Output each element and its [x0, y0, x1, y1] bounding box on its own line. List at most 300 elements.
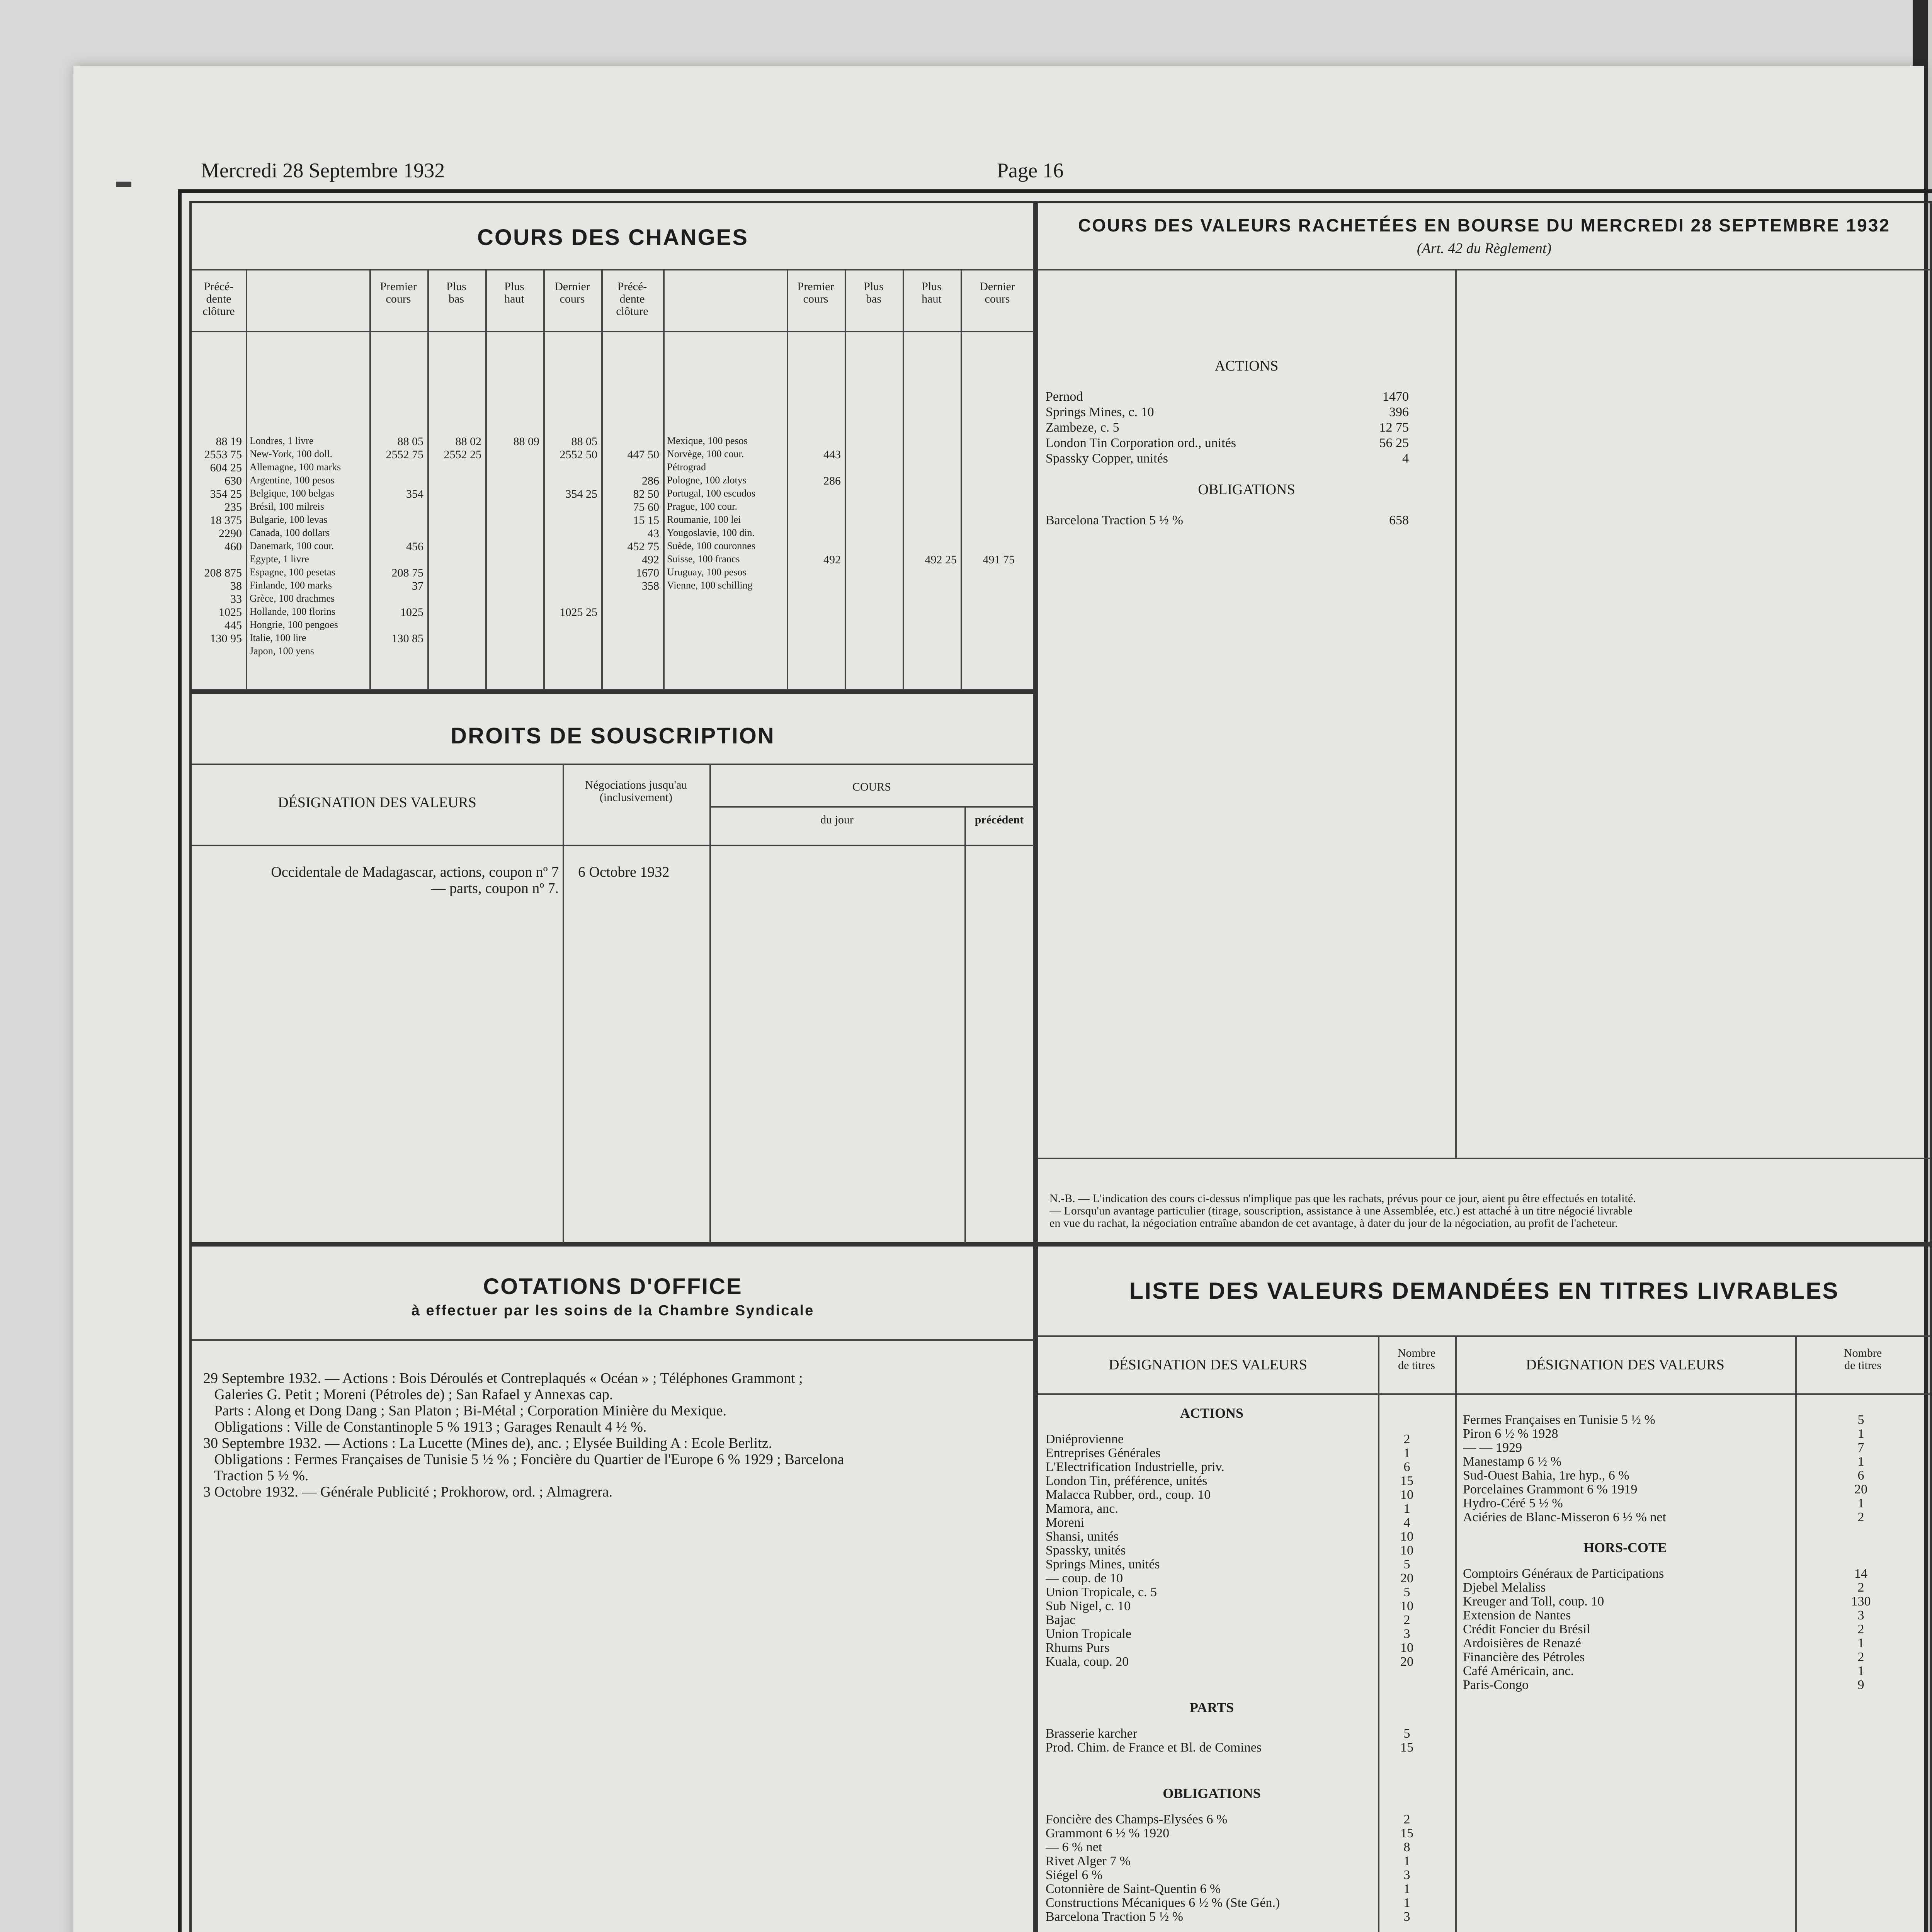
change-prec: 82 50 — [633, 488, 659, 500]
liste-count: 1 — [1857, 1496, 1864, 1510]
change-premier: 492 — [823, 553, 841, 566]
change-prec: 460 — [224, 540, 242, 553]
table-row — [1046, 1446, 1451, 1460]
liste-name: Ardoisières de Renazé — [1463, 1636, 1581, 1650]
table-row — [1463, 1454, 1927, 1468]
page-date: Mercredi 28 Septembre 1932 — [201, 159, 445, 182]
change-dernier: 1025 25 — [560, 606, 597, 619]
change-premier: 443 — [823, 448, 841, 461]
liste-count: 3 — [1403, 1627, 1410, 1641]
liste-count: 15 — [1400, 1826, 1413, 1840]
changes-header-bas: Plus bas — [446, 280, 466, 305]
change-dernier: 491 75 — [983, 553, 1015, 566]
changes-header-haut-2: Plus haut — [922, 280, 942, 305]
table-row — [1046, 1840, 1451, 1854]
table-row — [1046, 1571, 1451, 1585]
liste-count: 2 — [1857, 1622, 1864, 1636]
droits-col-prec: précédent — [975, 813, 1024, 826]
liste-name: Shansi, unités — [1046, 1529, 1119, 1544]
rachetees-obligations-label: OBLIGATIONS — [1198, 481, 1295, 498]
table-row — [1046, 1405, 1451, 1428]
liste-count: 10 — [1400, 1599, 1413, 1613]
change-premier: 354 — [406, 488, 423, 500]
change-prec: 88 19 — [216, 435, 242, 448]
list-item-value: 56 25 — [1379, 436, 1409, 450]
liste-col-designation-2: DÉSIGNATION DES VALEURS — [1526, 1357, 1725, 1373]
liste-count: 5 — [1403, 1557, 1410, 1571]
liste-name: Sub Nigel, c. 10 — [1046, 1599, 1131, 1613]
changes-title: COURS DES CHANGES — [477, 225, 748, 250]
page-number: Page 16 — [997, 159, 1064, 182]
cotations-title: COTATIONS D'OFFICE — [483, 1274, 743, 1299]
liste-count: 10 — [1400, 1543, 1413, 1558]
changes-header-bas-2: Plus bas — [864, 280, 884, 305]
liste-count: 14 — [1854, 1566, 1867, 1581]
table-row — [192, 645, 601, 658]
liste-count: 20 — [1400, 1571, 1413, 1585]
table-row — [1046, 435, 1447, 451]
liste-name: — coup. de 10 — [1046, 1571, 1123, 1585]
change-currency: Allemagne, 100 marks — [250, 461, 341, 473]
liste-name: Entreprises Générales — [1046, 1446, 1161, 1460]
liste-name: Grammont 6 ½ % 1920 — [1046, 1826, 1170, 1840]
change-prec: 445 — [224, 619, 242, 632]
margin-mark — [116, 182, 131, 187]
liste-col-designation: DÉSIGNATION DES VALEURS — [1109, 1357, 1307, 1373]
change-currency: New-York, 100 doll. — [250, 448, 333, 459]
liste-count: 2 — [1857, 1580, 1864, 1595]
change-dernier: 354 25 — [565, 488, 597, 500]
liste-name: Crédit Foncier du Brésil — [1463, 1622, 1590, 1636]
list-item-value: 1470 — [1383, 389, 1409, 404]
table-row — [1046, 1557, 1451, 1571]
rachetees-note: N.-B. — L'indication des cours ci-dessus n'implique pas que les rachats, prévus pour ce jour, aient pu être effectués en totalité. — Lorsqu'un avantage particulier (tirage, souscription, assistance à une Assemblée, etc.) est attaché à un titre négocié livrable en vue du rachat, la négociation entraîne abandon de cet avantage, à dater du jour de la négociation, au profit de l'acheteur. — [1049, 1192, 1636, 1230]
table-row — [192, 527, 601, 540]
table-row — [1046, 1585, 1451, 1599]
liste-name: Mamora, anc. — [1046, 1502, 1118, 1516]
liste-name: Kreuger and Toll, coup. 10 — [1463, 1594, 1604, 1609]
liste-name: Hydro-Céré 5 ½ % — [1463, 1496, 1563, 1510]
liste-col-nombre: Nombre de titres — [1397, 1347, 1436, 1372]
cotations-section — [189, 1244, 1036, 1932]
liste-name: Paris-Congo — [1463, 1678, 1529, 1692]
table-row — [601, 580, 1034, 593]
table-row — [601, 435, 1034, 448]
table-row — [601, 461, 1034, 474]
table-row — [192, 514, 601, 527]
change-prec: 1670 — [636, 566, 659, 579]
change-currency: Danemark, 100 cour. — [250, 540, 334, 551]
liste-name: — — 1929 — [1463, 1440, 1522, 1455]
change-currency: Brésil, 100 milreis — [250, 501, 324, 512]
table-row — [192, 435, 601, 448]
change-currency: Pétrograd — [667, 461, 706, 473]
table-row — [1046, 1896, 1451, 1910]
list-item-name: Pernod — [1046, 389, 1083, 404]
table-row — [1463, 1608, 1927, 1622]
list-item-value: 4 — [1402, 451, 1409, 466]
change-currency: Espagne, 100 pesetas — [250, 566, 335, 578]
liste-count: 5 — [1403, 1585, 1410, 1599]
change-currency: Hongrie, 100 pengoes — [250, 619, 338, 630]
liste-section-label: PARTS — [1189, 1700, 1234, 1715]
liste-count: 4 — [1403, 1515, 1410, 1530]
liste-name: Bajac — [1046, 1613, 1076, 1627]
liste-count: 8 — [1403, 1840, 1410, 1854]
change-prec: 43 — [648, 527, 659, 540]
liste-count: 1 — [1857, 1454, 1864, 1469]
table-row — [1463, 1427, 1927, 1440]
change-prec: 2290 — [219, 527, 242, 540]
liste-title: LISTE DES VALEURS DEMANDÉES EN TITRES LIVRABLES — [1129, 1278, 1839, 1304]
table-row — [601, 488, 1034, 501]
table-row — [1463, 1440, 1927, 1454]
liste-name: Constructions Mécaniques 6 ½ % (Ste Gén.) — [1046, 1896, 1280, 1910]
change-premier: 208 75 — [391, 566, 423, 579]
change-dernier: 88 05 — [571, 435, 597, 448]
table-row — [601, 527, 1034, 540]
liste-hors-cote-label: HORS-COTE — [1583, 1540, 1667, 1555]
change-premier: 130 85 — [391, 632, 423, 645]
table-row — [601, 501, 1034, 514]
table-row — [601, 474, 1034, 488]
changes-header-premier-2: Premier cours — [797, 280, 834, 305]
change-prec: 130 95 — [210, 632, 242, 645]
table-row — [1046, 1474, 1451, 1488]
table-row — [192, 580, 601, 593]
change-prec: 33 — [230, 593, 242, 605]
change-prec: 18 375 — [210, 514, 242, 527]
change-prec: 604 25 — [210, 461, 242, 474]
liste-count: 1 — [1403, 1502, 1410, 1516]
change-premier: 37 — [412, 580, 423, 592]
liste-count: 3 — [1403, 1910, 1410, 1924]
liste-count: 2 — [1857, 1510, 1864, 1524]
liste-name: Fermes Françaises en Tunisie 5 ½ % — [1463, 1413, 1655, 1427]
table-row — [1046, 1726, 1451, 1740]
liste-name: Café Américain, anc. — [1463, 1664, 1574, 1678]
table-row — [1046, 1502, 1451, 1515]
cotations-text: 29 Septembre 1932. — Actions : Bois Déroulés et Contreplaqués « Océan » ; Téléphones Grammont ; Galeries G. Petit ; Moreni (Pétroles de) ; San Rafael y Annexas cap. Parts : Along et Dong Dang ; San Platon ; Bi-Métal ; Corporation Minière du Mexique. Obligations : Ville de Constantinople 5 % 1913 ; Garages Renault 4 ½ %. 30 Septembre 1932. — Actions : La Lucette (Mines de), anc. ; Elysée Building A : Ecole Berlitz. Obligations : Fermes Françaises de Tunisie 5 ½ % ; Foncière du Quartier de l'Europe 6 % 1929 ; Barcelona Traction 5 ½ %. 3 Octobre 1932. — Générale Publicité ; Prokhorow, ord. ; Almagrera. — [203, 1370, 844, 1500]
table-row — [1046, 1627, 1451, 1641]
table-row — [1463, 1650, 1927, 1664]
liste-name: Malacca Rubber, ord., coup. 10 — [1046, 1488, 1211, 1502]
liste-count: 20 — [1854, 1482, 1867, 1497]
liste-count: 1 — [1403, 1446, 1410, 1460]
change-prec: 492 — [642, 553, 659, 566]
changes-section — [189, 201, 1036, 692]
liste-count: 10 — [1400, 1529, 1413, 1544]
liste-count: 1 — [1403, 1882, 1410, 1896]
table-row — [192, 619, 601, 632]
change-currency: Norvège, 100 cour. — [667, 448, 744, 459]
table-row — [1046, 1655, 1451, 1668]
change-currency: Belgique, 100 belgas — [250, 488, 334, 499]
table-row — [1046, 1529, 1451, 1543]
change-premier: 456 — [406, 540, 423, 553]
list-item-name: Zambeze, c. 5 — [1046, 420, 1119, 435]
change-currency: Japon, 100 yens — [250, 645, 314, 656]
table-row — [1046, 1613, 1451, 1627]
table-row — [192, 540, 601, 553]
liste-name: Brasserie karcher — [1046, 1726, 1137, 1741]
changes-header-premier: Premier cours — [380, 280, 417, 305]
change-currency: Canada, 100 dollars — [250, 527, 330, 538]
change-prec: 75 60 — [633, 501, 659, 514]
liste-count: 20 — [1400, 1655, 1413, 1669]
change-haut: 88 09 — [513, 435, 539, 448]
rachetees-subtitle: (Art. 42 du Règlement) — [1417, 240, 1552, 257]
liste-count: 1 — [1857, 1427, 1864, 1441]
table-row — [1046, 1641, 1451, 1655]
change-currency: Yougoslavie, 100 din. — [667, 527, 755, 538]
liste-count: 130 — [1851, 1594, 1871, 1609]
table-row — [1046, 1543, 1451, 1557]
change-premier: 2552 75 — [386, 448, 423, 461]
change-prec: 358 — [642, 580, 659, 592]
table-row — [192, 606, 601, 619]
droits-row-date: 6 Octobre 1932 — [578, 864, 670, 880]
liste-section-label: OBLIGATIONS — [1163, 1786, 1261, 1801]
liste-name: Dniéprovienne — [1046, 1432, 1124, 1446]
change-currency: Finlande, 100 marks — [250, 580, 332, 591]
table-row — [192, 474, 601, 488]
list-item-value: 658 — [1389, 513, 1409, 527]
liste-count: 2 — [1403, 1812, 1410, 1827]
liste-name: Spassky, unités — [1046, 1543, 1126, 1558]
change-premier: 88 05 — [397, 435, 423, 448]
table-row — [192, 632, 601, 645]
liste-count: 10 — [1400, 1488, 1413, 1502]
liste-count: 2 — [1403, 1613, 1410, 1627]
table-row — [1046, 1910, 1451, 1923]
table-row — [1463, 1413, 1927, 1427]
table-row — [1046, 1854, 1451, 1868]
liste-count: 5 — [1857, 1413, 1864, 1427]
liste-name: Prod. Chim. de France et Bl. de Comines — [1046, 1740, 1262, 1755]
change-currency: Mexique, 100 pesos — [667, 435, 748, 446]
rachetees-title: COURS DES VALEURS RACHETÉES EN BOURSE DU MERCREDI 28 SEPTEMBRE 1932 — [1078, 215, 1890, 235]
table-row — [601, 566, 1034, 580]
change-currency: Roumanie, 100 lei — [667, 514, 741, 525]
table-row — [1046, 1785, 1451, 1808]
change-prec: 38 — [230, 580, 242, 592]
liste-count: 10 — [1400, 1641, 1413, 1655]
table-row — [1046, 1882, 1451, 1896]
list-item-name: Spassky Copper, unités — [1046, 451, 1168, 466]
changes-header-haut: Plus haut — [504, 280, 524, 305]
change-bas: 2552 25 — [444, 448, 481, 461]
change-currency: Uruguay, 100 pesos — [667, 566, 747, 578]
table-row — [1463, 1510, 1927, 1524]
liste-count: 7 — [1857, 1440, 1864, 1455]
table-row — [1463, 1664, 1927, 1678]
table-row — [1046, 1488, 1451, 1502]
liste-count: 1 — [1857, 1636, 1864, 1650]
liste-count: 3 — [1857, 1608, 1864, 1622]
table-row — [1046, 404, 1447, 420]
change-premier: 286 — [823, 474, 841, 487]
changes-header-dernier: Dernier cours — [554, 280, 590, 305]
change-currency: Argentine, 100 pesos — [250, 474, 335, 486]
change-prec: 452 75 — [627, 540, 659, 553]
liste-name: Extension de Nantes — [1463, 1608, 1571, 1622]
change-prec: 208 875 — [204, 566, 242, 579]
list-item-name: Barcelona Traction 5 ½ % — [1046, 513, 1183, 527]
table-row — [1046, 1515, 1451, 1529]
droits-row-name: Occidentale de Madagascar, actions, coupon nº 7 — parts, coupon nº 7. — [271, 864, 559, 896]
change-prec: 235 — [224, 501, 242, 514]
table-row — [192, 448, 601, 461]
liste-count: 15 — [1400, 1474, 1413, 1488]
table-row — [192, 593, 601, 606]
liste-name: Rhums Purs — [1046, 1641, 1110, 1655]
liste-name: Siégel 6 % — [1046, 1868, 1103, 1882]
table-row — [1046, 1432, 1451, 1446]
liste-section-label: ACTIONS — [1180, 1405, 1244, 1421]
table-row — [1463, 1636, 1927, 1650]
table-row — [192, 501, 601, 514]
change-prec: 1025 — [219, 606, 242, 619]
liste-section — [1036, 1244, 1932, 1932]
change-prec: 447 50 — [627, 448, 659, 461]
table-row — [1463, 1482, 1927, 1496]
table-row — [1046, 1740, 1451, 1754]
liste-name: Porcelaines Grammont 6 % 1919 — [1463, 1482, 1638, 1497]
liste-count: 15 — [1400, 1740, 1413, 1755]
liste-name: Piron 6 ½ % 1928 — [1463, 1427, 1558, 1441]
change-currency: Bulgarie, 100 levas — [250, 514, 328, 525]
table-row — [1046, 1826, 1451, 1840]
newspaper-page — [73, 66, 1924, 1932]
liste-name: — 6 % net — [1046, 1840, 1102, 1854]
liste-name: Union Tropicale — [1046, 1627, 1131, 1641]
change-prec: 15 15 — [633, 514, 659, 527]
table-row — [1046, 1699, 1451, 1723]
droits-col-nego: Négociations jusqu'au (inclusivement) — [585, 779, 687, 804]
table-row — [1046, 1599, 1451, 1613]
liste-name: Manestamp 6 ½ % — [1463, 1454, 1561, 1469]
liste-name: Aciéries de Blanc-Misseron 6 ½ % net — [1463, 1510, 1666, 1524]
liste-name: Kuala, coup. 20 — [1046, 1655, 1129, 1669]
liste-name: Financière des Pétroles — [1463, 1650, 1585, 1664]
liste-name: Comptoirs Généraux de Participations — [1463, 1566, 1664, 1581]
table-row — [1463, 1594, 1927, 1608]
liste-count: 5 — [1403, 1726, 1410, 1741]
changes-header-dernier-2: Dernier cours — [980, 280, 1015, 305]
liste-count: 2 — [1857, 1650, 1864, 1664]
change-currency: Hollande, 100 florins — [250, 606, 335, 617]
change-haut: 492 25 — [925, 553, 957, 566]
change-currency: Londres, 1 livre — [250, 435, 314, 446]
table-row — [1463, 1566, 1927, 1580]
table-row — [1463, 1678, 1927, 1692]
liste-name: Springs Mines, unités — [1046, 1557, 1160, 1571]
table-row — [601, 540, 1034, 553]
change-prec: 2553 75 — [204, 448, 242, 461]
table-row — [1046, 1460, 1451, 1474]
droits-title: DROITS DE SOUSCRIPTION — [451, 723, 775, 748]
change-prec: 630 — [224, 474, 242, 487]
droits-col-jour: du jour — [820, 813, 854, 826]
table-row — [1046, 420, 1447, 435]
droits-section — [189, 692, 1036, 1244]
table-row — [192, 488, 601, 501]
table-row — [1046, 512, 1447, 528]
liste-count: 9 — [1857, 1678, 1864, 1692]
change-currency: Egypte, 1 livre — [250, 553, 309, 565]
list-item-value: 396 — [1389, 405, 1409, 419]
change-currency: Italie, 100 lire — [250, 632, 306, 643]
table-row — [1463, 1468, 1927, 1482]
cotations-subtitle: à effectuer par les soins de la Chambre Syndicale — [411, 1303, 815, 1319]
table-row — [601, 448, 1034, 461]
liste-col-nombre-2: Nombre de titres — [1844, 1347, 1882, 1372]
changes-header-prec: Précé- dente clôture — [202, 280, 235, 318]
liste-count: 2 — [1403, 1432, 1410, 1446]
liste-name: London Tin, préférence, unités — [1046, 1474, 1208, 1488]
liste-name: Djebel Melaliss — [1463, 1580, 1546, 1595]
table-row — [601, 514, 1034, 527]
table-row — [1046, 451, 1447, 466]
change-premier: 1025 — [400, 606, 423, 619]
change-currency: Suède, 100 couronnes — [667, 540, 755, 551]
rachetees-section — [1036, 201, 1932, 1244]
change-currency: Vienne, 100 schilling — [667, 580, 753, 591]
list-item-value: 12 75 — [1379, 420, 1409, 435]
table-row — [1046, 389, 1447, 404]
table-row — [192, 553, 601, 566]
change-bas: 88 02 — [455, 435, 481, 448]
change-currency: Pologne, 100 zlotys — [667, 474, 747, 486]
table-row — [1463, 1622, 1927, 1636]
change-currency: Portugal, 100 escudos — [667, 488, 755, 499]
table-row — [601, 553, 1034, 566]
table-row — [1046, 1812, 1451, 1826]
change-prec: 286 — [642, 474, 659, 487]
liste-name: Moreni — [1046, 1515, 1085, 1530]
liste-count: 1 — [1857, 1664, 1864, 1678]
change-currency: Prague, 100 cour. — [667, 501, 737, 512]
rachetees-actions-label: ACTIONS — [1214, 358, 1279, 374]
liste-count: 6 — [1857, 1468, 1864, 1483]
table-row — [192, 461, 601, 474]
liste-name: Foncière des Champs-Elysées 6 % — [1046, 1812, 1228, 1827]
change-dernier: 2552 50 — [560, 448, 597, 461]
table-row — [1046, 1868, 1451, 1882]
liste-name: Rivet Alger 7 % — [1046, 1854, 1131, 1868]
liste-name: Cotonnière de Saint-Quentin 6 % — [1046, 1882, 1221, 1896]
table-row — [1463, 1496, 1927, 1510]
liste-count: 1 — [1403, 1896, 1410, 1910]
liste-count: 3 — [1403, 1868, 1410, 1882]
change-prec: 354 25 — [210, 488, 242, 500]
droits-col-cours: COURS — [852, 781, 891, 793]
liste-name: Barcelona Traction 5 ½ % — [1046, 1910, 1183, 1924]
change-currency: Suisse, 100 francs — [667, 553, 740, 565]
change-currency: Grèce, 100 drachmes — [250, 593, 335, 604]
list-item-name: Springs Mines, c. 10 — [1046, 405, 1154, 419]
liste-name: Union Tropicale, c. 5 — [1046, 1585, 1157, 1599]
table-row — [1463, 1580, 1927, 1594]
liste-count: 1 — [1403, 1854, 1410, 1868]
droits-col-designation: DÉSIGNATION DES VALEURS — [278, 794, 476, 811]
changes-header-prec-2: Précé- dente clôture — [616, 280, 648, 318]
table-row — [192, 566, 601, 580]
liste-name: L'Electrification Industrielle, priv. — [1046, 1460, 1225, 1474]
liste-count: 6 — [1403, 1460, 1410, 1474]
table-row — [1463, 1539, 1927, 1563]
